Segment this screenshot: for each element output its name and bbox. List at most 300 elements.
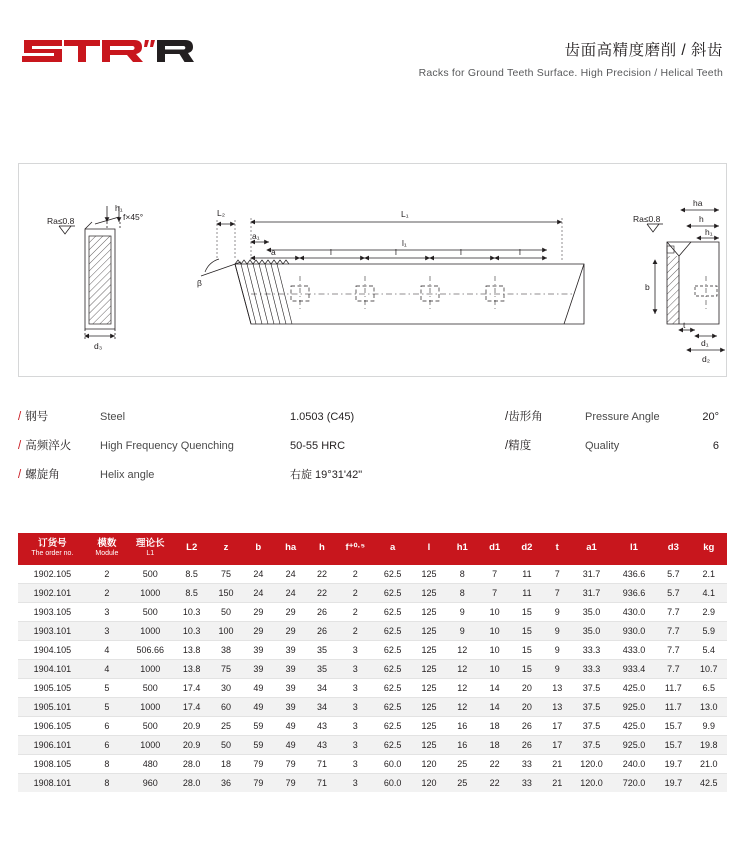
table-cell: 17 xyxy=(543,716,571,735)
table-cell: 28.0 xyxy=(174,773,210,792)
th-d2: d2 xyxy=(511,533,543,565)
th-ha: ha xyxy=(274,533,306,565)
table-cell: 7.7 xyxy=(656,659,690,678)
spec-key-steel-cn: / 钢号 xyxy=(18,411,49,423)
table-cell: 5 xyxy=(87,697,127,716)
table-cell: 125 xyxy=(412,716,446,735)
spec-row-helix xyxy=(18,466,727,495)
table-cell: 79 xyxy=(274,773,306,792)
table-cell: 3 xyxy=(337,678,373,697)
label-l1: l₁ xyxy=(402,238,407,248)
table-head xyxy=(18,533,727,565)
table-cell: 26 xyxy=(307,602,337,621)
th-f: f⁺⁰·⁵ xyxy=(337,533,373,565)
table-cell: 936.6 xyxy=(612,583,656,602)
table-cell: 18 xyxy=(210,754,242,773)
table-cell: 720.0 xyxy=(612,773,656,792)
table-cell: 425.0 xyxy=(612,678,656,697)
table-cell: 29 xyxy=(274,621,306,640)
label-beta: β xyxy=(197,278,202,288)
table-cell: 28.0 xyxy=(174,754,210,773)
table-cell: 39 xyxy=(242,640,274,659)
table-cell: 14 xyxy=(478,678,510,697)
table-cell: 71 xyxy=(307,773,337,792)
th-h: h xyxy=(307,533,337,565)
table-cell: 79 xyxy=(242,773,274,792)
table-cell: 24 xyxy=(242,583,274,602)
table-cell: 9 xyxy=(543,602,571,621)
th-d3: d3 xyxy=(656,533,690,565)
table-cell: 39 xyxy=(274,640,306,659)
table-cell: 8.5 xyxy=(174,565,210,584)
table-cell: 2.9 xyxy=(691,602,728,621)
table-cell: 30 xyxy=(210,678,242,697)
table-cell: 1000 xyxy=(127,583,173,602)
table-cell-order-no: 1902.101 xyxy=(18,583,87,602)
table-cell: 1000 xyxy=(127,621,173,640)
table-cell: 3 xyxy=(337,640,373,659)
table-cell: 13.0 xyxy=(691,697,728,716)
spec-key-pressure-angle-en: Pressure Angle xyxy=(585,411,660,423)
table-row xyxy=(18,602,727,621)
table-cell: 925.0 xyxy=(612,697,656,716)
table-cell: 2.1 xyxy=(691,565,728,584)
label-l-1: l xyxy=(330,247,332,257)
table-cell: 25 xyxy=(446,754,478,773)
table-cell: 3 xyxy=(87,602,127,621)
th-h1: h1 xyxy=(446,533,478,565)
table-cell: 17 xyxy=(543,735,571,754)
table-cell: 43 xyxy=(307,716,337,735)
table-cell: 62.5 xyxy=(373,697,411,716)
label-h-right: h xyxy=(699,214,704,224)
page-header xyxy=(0,0,745,79)
table-cell-order-no: 1905.105 xyxy=(18,678,87,697)
table-cell: 925.0 xyxy=(612,735,656,754)
table-cell: 39 xyxy=(274,659,306,678)
table-cell: 10 xyxy=(478,621,510,640)
table-cell: 17.4 xyxy=(174,678,210,697)
specifications-block xyxy=(18,408,727,495)
table-cell: 19.8 xyxy=(691,735,728,754)
table-cell: 15 xyxy=(511,659,543,678)
table-cell: 26 xyxy=(511,716,543,735)
str-ronse-logo-icon xyxy=(22,34,207,68)
table-row xyxy=(18,678,727,697)
table-cell: 240.0 xyxy=(612,754,656,773)
table-row xyxy=(18,565,727,584)
table-cell: 15 xyxy=(511,621,543,640)
table-cell: 120 xyxy=(412,773,446,792)
label-ra-left: Ra≤0.8 xyxy=(47,216,75,226)
table-cell: 62.5 xyxy=(373,640,411,659)
th-l1: l1 xyxy=(612,533,656,565)
table-cell: 43 xyxy=(307,735,337,754)
table-row xyxy=(18,621,727,640)
th-t: t xyxy=(543,533,571,565)
specs-table-wrapper xyxy=(18,533,727,792)
table-cell: 125 xyxy=(412,602,446,621)
table-cell: 5.7 xyxy=(656,583,690,602)
table-cell: 12 xyxy=(446,678,478,697)
table-cell: 5.9 xyxy=(691,621,728,640)
table-cell: 50 xyxy=(210,602,242,621)
table-cell: 50 xyxy=(210,735,242,754)
table-cell: 430.0 xyxy=(612,602,656,621)
table-cell: 500 xyxy=(127,716,173,735)
table-row xyxy=(18,697,727,716)
table-cell: 6 xyxy=(87,716,127,735)
table-cell: 60.0 xyxy=(373,754,411,773)
table-cell: 22 xyxy=(307,565,337,584)
table-cell: 5.7 xyxy=(656,565,690,584)
table-cell: 5 xyxy=(87,678,127,697)
table-cell: 79 xyxy=(274,754,306,773)
label-chamfer: f×45° xyxy=(123,212,144,222)
table-cell: 425.0 xyxy=(612,716,656,735)
spec-key-steel-en: Steel xyxy=(100,411,126,423)
table-cell: 39 xyxy=(274,697,306,716)
table-cell: 930.0 xyxy=(612,621,656,640)
table-cell: 35 xyxy=(307,640,337,659)
table-cell-order-no: 1908.105 xyxy=(18,754,87,773)
table-cell-order-no: 1906.105 xyxy=(18,716,87,735)
table-cell: 75 xyxy=(210,565,242,584)
table-cell: 3 xyxy=(337,754,373,773)
table-cell: 24 xyxy=(242,565,274,584)
table-row xyxy=(18,583,727,602)
spec-row-steel xyxy=(18,408,727,437)
table-cell: 35.0 xyxy=(571,621,611,640)
table-cell: 34 xyxy=(307,697,337,716)
label-h1-right: h₁ xyxy=(705,227,713,237)
table-cell: 75 xyxy=(210,659,242,678)
table-cell: 120.0 xyxy=(571,754,611,773)
th-a: a xyxy=(373,533,411,565)
table-cell: 33.3 xyxy=(571,659,611,678)
th-d1: d1 xyxy=(478,533,510,565)
table-cell-order-no: 1902.105 xyxy=(18,565,87,584)
table-row xyxy=(18,640,727,659)
table-cell: 49 xyxy=(242,678,274,697)
table-cell: 125 xyxy=(412,678,446,697)
table-cell: 22 xyxy=(478,754,510,773)
table-cell: 7 xyxy=(543,565,571,584)
table-cell: 8.5 xyxy=(174,583,210,602)
th-L2: L2 xyxy=(174,533,210,565)
table-cell: 62.5 xyxy=(373,621,411,640)
label-h1-left: h₁ xyxy=(115,203,123,213)
table-body xyxy=(18,565,727,792)
spec-value-quenching: 50-55 HRC xyxy=(290,440,346,452)
spec-key-quenching-en: High Frequency Quenching xyxy=(100,440,234,452)
table-cell-order-no: 1905.101 xyxy=(18,697,87,716)
table-cell: 2 xyxy=(337,621,373,640)
table-cell: 7.7 xyxy=(656,640,690,659)
table-cell: 11 xyxy=(511,565,543,584)
table-cell: 10 xyxy=(478,659,510,678)
th-module: 模数 Module xyxy=(87,533,127,565)
table-cell: 8 xyxy=(446,583,478,602)
label-d3-left: d₃ xyxy=(94,341,103,351)
table-cell: 15.7 xyxy=(656,716,690,735)
table-cell: 13 xyxy=(543,697,571,716)
table-cell: 36 xyxy=(210,773,242,792)
table-cell: 24 xyxy=(274,583,306,602)
table-cell-order-no: 1908.101 xyxy=(18,773,87,792)
table-cell: 1000 xyxy=(127,735,173,754)
table-cell: 31.7 xyxy=(571,565,611,584)
table-cell: 49 xyxy=(242,697,274,716)
table-cell: 15 xyxy=(511,602,543,621)
table-cell: 16 xyxy=(446,735,478,754)
table-cell: 12 xyxy=(446,659,478,678)
table-cell: 8 xyxy=(87,754,127,773)
spec-key-quenching-cn: / 高频淬火 xyxy=(18,440,72,452)
table-cell: 42.5 xyxy=(691,773,728,792)
table-cell: 3 xyxy=(337,716,373,735)
table-row xyxy=(18,716,727,735)
label-b-right: b xyxy=(645,282,650,292)
table-cell: 3 xyxy=(87,621,127,640)
label-ha: ha xyxy=(693,198,703,208)
table-cell: 60 xyxy=(210,697,242,716)
label-a1: a₁ xyxy=(252,231,260,241)
table-cell: 500 xyxy=(127,602,173,621)
table-cell: 24 xyxy=(274,565,306,584)
th-z: z xyxy=(210,533,242,565)
table-cell: 3 xyxy=(337,659,373,678)
table-cell: 21 xyxy=(543,754,571,773)
label-d2-right: d₂ xyxy=(702,354,711,364)
table-cell: 59 xyxy=(242,735,274,754)
table-cell: 8 xyxy=(446,565,478,584)
table-cell: 13.8 xyxy=(174,659,210,678)
table-cell: 2 xyxy=(337,602,373,621)
table-cell: 33 xyxy=(511,754,543,773)
table-cell: 7 xyxy=(478,565,510,584)
spec-key-quality-en: Quality xyxy=(585,440,620,452)
table-cell: 9 xyxy=(446,602,478,621)
table-cell: 39 xyxy=(274,678,306,697)
table-cell: 4.1 xyxy=(691,583,728,602)
table-cell: 2 xyxy=(87,565,127,584)
table-cell: 29 xyxy=(242,602,274,621)
label-l-4: l xyxy=(519,247,521,257)
table-cell: 62.5 xyxy=(373,565,411,584)
table-row xyxy=(18,735,727,754)
table-cell: 933.4 xyxy=(612,659,656,678)
rack-technical-drawing xyxy=(19,164,726,376)
table-cell: 19.7 xyxy=(656,754,690,773)
table-cell: 9 xyxy=(543,640,571,659)
th-b: b xyxy=(242,533,274,565)
spec-key-pressure-angle-cn: /齿形角 xyxy=(505,411,543,423)
header-title-block xyxy=(419,34,723,79)
label-L1: L₁ xyxy=(401,209,409,219)
table-cell: 9 xyxy=(446,621,478,640)
label-l-2: l xyxy=(395,247,397,257)
table-cell: 29 xyxy=(274,602,306,621)
table-cell: 37.5 xyxy=(571,697,611,716)
table-cell: 125 xyxy=(412,565,446,584)
table-cell: 12 xyxy=(446,640,478,659)
brand-logo xyxy=(22,34,207,68)
table-cell: 125 xyxy=(412,697,446,716)
spec-key-helix-en: Helix angle xyxy=(100,469,155,481)
table-cell: 4 xyxy=(87,640,127,659)
spec-value-quality: 6 xyxy=(712,440,719,452)
table-cell: 37.5 xyxy=(571,735,611,754)
table-cell: 62.5 xyxy=(373,602,411,621)
table-cell: 11 xyxy=(511,583,543,602)
table-cell: 49 xyxy=(274,735,306,754)
table-cell: 37.5 xyxy=(571,716,611,735)
table-cell: 4 xyxy=(87,659,127,678)
table-cell: 433.0 xyxy=(612,640,656,659)
table-cell-order-no: 1906.101 xyxy=(18,735,87,754)
table-cell: 9.9 xyxy=(691,716,728,735)
table-cell: 3 xyxy=(337,773,373,792)
table-cell-order-no: 1903.101 xyxy=(18,621,87,640)
table-cell: 436.6 xyxy=(612,565,656,584)
table-cell: 9 xyxy=(543,621,571,640)
th-theoretical-length: 理论长 L1 xyxy=(127,533,173,565)
table-cell: 38 xyxy=(210,640,242,659)
table-cell: 15 xyxy=(511,640,543,659)
table-cell: 62.5 xyxy=(373,735,411,754)
label-l-3: l xyxy=(460,247,462,257)
table-cell: 125 xyxy=(412,621,446,640)
spec-key-quality-cn: /精度 xyxy=(505,440,532,452)
table-cell: 22 xyxy=(478,773,510,792)
table-cell: 15.7 xyxy=(656,735,690,754)
table-cell: 62.5 xyxy=(373,716,411,735)
table-cell: 6 xyxy=(87,735,127,754)
table-cell: 49 xyxy=(274,716,306,735)
table-cell: 7.7 xyxy=(656,621,690,640)
table-cell: 35 xyxy=(307,659,337,678)
spec-key-helix-cn: / 螺旋角 xyxy=(18,469,60,481)
table-row xyxy=(18,773,727,792)
table-cell: 3 xyxy=(337,735,373,754)
table-cell: 25 xyxy=(210,716,242,735)
table-header-row xyxy=(18,533,727,565)
table-cell: 13.8 xyxy=(174,640,210,659)
table-cell: 17.4 xyxy=(174,697,210,716)
table-cell: 37.5 xyxy=(571,678,611,697)
table-cell: 125 xyxy=(412,640,446,659)
table-cell: 10.3 xyxy=(174,602,210,621)
table-cell: 33 xyxy=(511,773,543,792)
spec-value-helix: 右旋 19°31'42" xyxy=(290,469,363,481)
table-cell: 62.5 xyxy=(373,678,411,697)
table-cell: 7 xyxy=(543,583,571,602)
table-cell: 12 xyxy=(446,697,478,716)
table-cell: 62.5 xyxy=(373,659,411,678)
th-a1: a1 xyxy=(571,533,611,565)
table-cell: 71 xyxy=(307,754,337,773)
table-cell: 3 xyxy=(337,697,373,716)
table-cell: 31.7 xyxy=(571,583,611,602)
table-cell: 20 xyxy=(511,678,543,697)
table-cell: 39 xyxy=(242,659,274,678)
table-cell: 10 xyxy=(478,640,510,659)
table-cell: 79 xyxy=(242,754,274,773)
table-row xyxy=(18,754,727,773)
table-cell: 480 xyxy=(127,754,173,773)
table-cell: 9 xyxy=(543,659,571,678)
table-cell: 7 xyxy=(478,583,510,602)
table-cell: 100 xyxy=(210,621,242,640)
table-cell: 120.0 xyxy=(571,773,611,792)
table-cell: 35.0 xyxy=(571,602,611,621)
spec-row-quenching xyxy=(18,437,727,466)
table-cell-order-no: 1904.105 xyxy=(18,640,87,659)
th-order-no: 订货号 The order no. xyxy=(18,533,87,565)
table-cell: 2 xyxy=(87,583,127,602)
label-ra-right: Ra≤0.8 xyxy=(633,214,661,224)
table-cell: 13 xyxy=(543,678,571,697)
spec-value-pressure-angle: 20° xyxy=(702,411,719,423)
table-row xyxy=(18,659,727,678)
table-cell: 14 xyxy=(478,697,510,716)
table-cell: 5.4 xyxy=(691,640,728,659)
technical-drawing-panel xyxy=(18,163,727,377)
table-cell: 20 xyxy=(511,697,543,716)
table-cell: 21.0 xyxy=(691,754,728,773)
table-cell: 120 xyxy=(412,754,446,773)
table-cell: 19.7 xyxy=(656,773,690,792)
spec-value-steel: 1.0503 (C45) xyxy=(290,411,355,423)
table-cell: 960 xyxy=(127,773,173,792)
rack-specifications-table xyxy=(18,533,727,792)
table-cell-order-no: 1903.105 xyxy=(18,602,87,621)
label-a: a xyxy=(271,247,276,257)
label-d1-right: d₁ xyxy=(701,338,709,348)
th-kg: kg xyxy=(691,533,728,565)
table-cell: 500 xyxy=(127,678,173,697)
table-cell: 506.66 xyxy=(127,640,173,659)
table-cell: 34 xyxy=(307,678,337,697)
table-cell: 60.0 xyxy=(373,773,411,792)
table-cell: 25 xyxy=(446,773,478,792)
table-cell-order-no: 1904.101 xyxy=(18,659,87,678)
table-cell: 29 xyxy=(242,621,274,640)
table-cell: 26 xyxy=(307,621,337,640)
table-cell: 10.7 xyxy=(691,659,728,678)
table-cell: 33.3 xyxy=(571,640,611,659)
table-cell: 125 xyxy=(412,735,446,754)
table-cell: 2 xyxy=(337,583,373,602)
table-cell: 500 xyxy=(127,565,173,584)
table-cell: 8 xyxy=(87,773,127,792)
table-cell: 18 xyxy=(478,735,510,754)
table-cell: 10.3 xyxy=(174,621,210,640)
table-cell: 11.7 xyxy=(656,697,690,716)
table-cell: 22 xyxy=(307,583,337,602)
table-cell: 125 xyxy=(412,583,446,602)
table-cell: 26 xyxy=(511,735,543,754)
table-cell: 16 xyxy=(446,716,478,735)
table-cell: 150 xyxy=(210,583,242,602)
table-cell: 1000 xyxy=(127,659,173,678)
table-cell: 10 xyxy=(478,602,510,621)
table-cell: 2 xyxy=(337,565,373,584)
table-cell: 20.9 xyxy=(174,735,210,754)
table-cell: 20.9 xyxy=(174,716,210,735)
table-cell: 7.7 xyxy=(656,602,690,621)
